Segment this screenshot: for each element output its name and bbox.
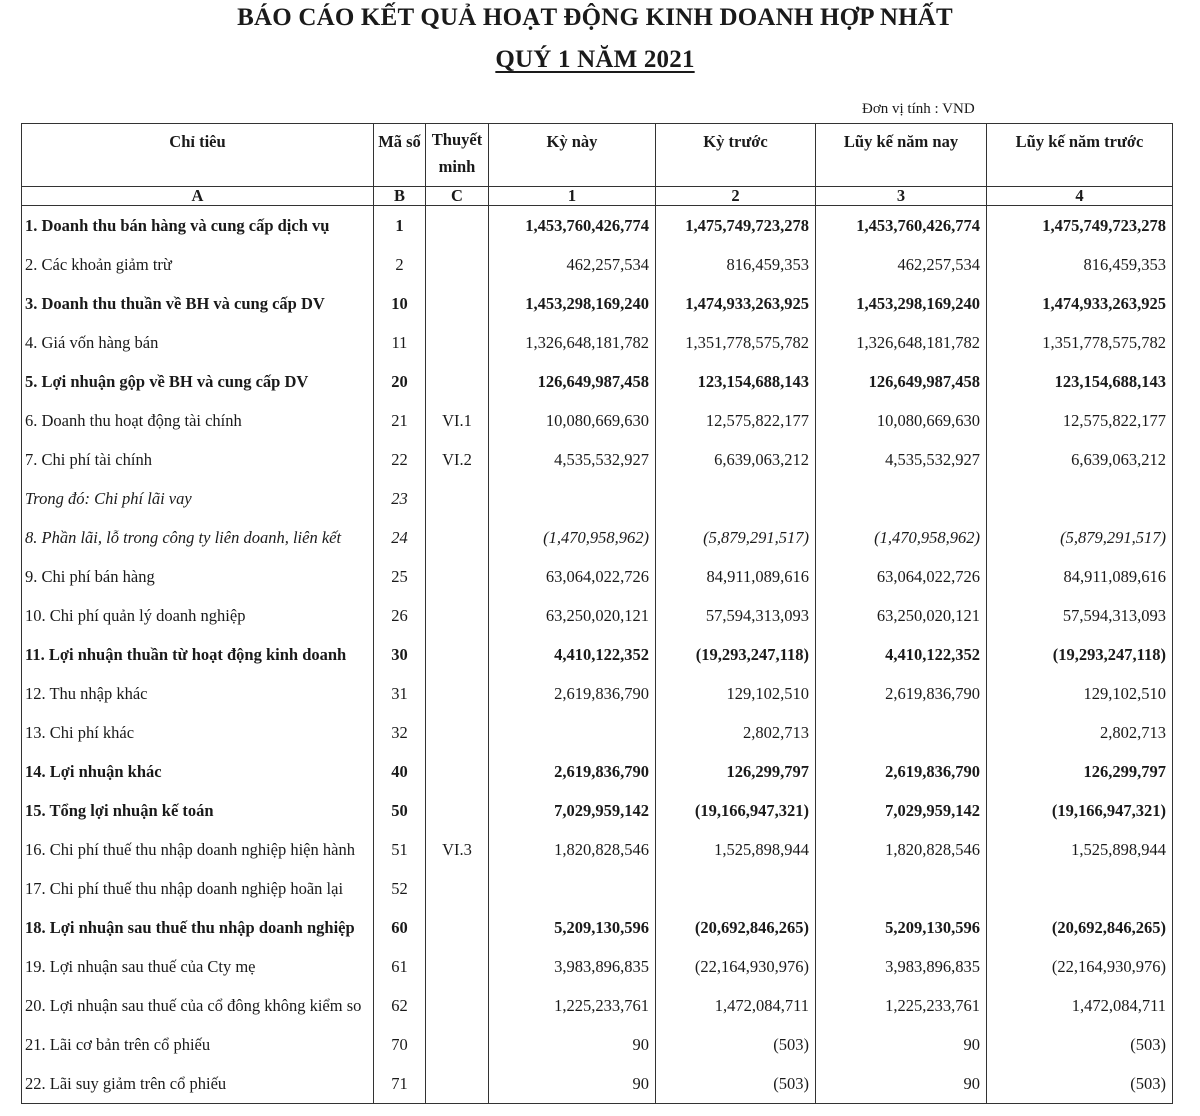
row-current-period	[489, 713, 656, 752]
row-note	[426, 284, 489, 323]
table-row	[22, 401, 1173, 440]
row-current-period: 3,983,896,835	[489, 947, 656, 986]
row-note	[426, 206, 489, 246]
header-letter: 1	[489, 187, 656, 206]
table-header	[22, 124, 1173, 206]
header-letter: C	[426, 187, 489, 206]
row-note	[426, 986, 489, 1025]
row-note	[426, 752, 489, 791]
row-previous-period: 57,594,313,093	[656, 596, 816, 635]
table-row	[22, 869, 1173, 908]
row-code: 32	[374, 713, 426, 752]
table-row	[22, 674, 1173, 713]
header-note-line1: Thuyết	[431, 130, 483, 149]
row-note	[426, 713, 489, 752]
row-previous-period: 12,575,822,177	[656, 401, 816, 440]
row-previous-period: 126,299,797	[656, 752, 816, 791]
table-row	[22, 986, 1173, 1025]
row-note	[426, 362, 489, 401]
row-ytd-current: 2,619,836,790	[816, 752, 987, 791]
row-current-period: 1,225,233,761	[489, 986, 656, 1025]
row-ytd-current: (1,470,958,962)	[816, 518, 987, 557]
row-note	[426, 557, 489, 596]
row-current-period: 1,453,760,426,774	[489, 206, 656, 246]
row-note	[426, 1064, 489, 1104]
row-indicator: 7. Chi phí tài chính	[22, 440, 374, 479]
row-previous-period: (19,166,947,321)	[656, 791, 816, 830]
header-indicator: Chỉ tiêu	[22, 124, 374, 187]
row-ytd-previous: 123,154,688,143	[987, 362, 1173, 401]
table-row	[22, 284, 1173, 323]
row-ytd-current: 462,257,534	[816, 245, 987, 284]
header-current-period: Kỳ này	[489, 124, 656, 187]
row-indicator: 10. Chi phí quản lý doanh nghiệp	[22, 596, 374, 635]
row-indicator: 17. Chi phí thuế thu nhập doanh nghiệp hoãn lại	[22, 869, 374, 908]
row-current-period	[489, 869, 656, 908]
row-indicator: 9. Chi phí bán hàng	[22, 557, 374, 596]
row-indicator: 3. Doanh thu thuần về BH và cung cấp DV	[22, 284, 374, 323]
header-letter: 2	[656, 187, 816, 206]
row-ytd-previous	[987, 479, 1173, 518]
row-ytd-previous: 1,472,084,711	[987, 986, 1173, 1025]
row-indicator: 16. Chi phí thuế thu nhập doanh nghiệp hiện hành	[22, 830, 374, 869]
row-code: 51	[374, 830, 426, 869]
row-previous-period: 816,459,353	[656, 245, 816, 284]
row-indicator: Trong đó: Chi phí lãi vay	[22, 479, 374, 518]
row-ytd-current: 4,535,532,927	[816, 440, 987, 479]
row-current-period: 2,619,836,790	[489, 752, 656, 791]
row-current-period: 10,080,669,630	[489, 401, 656, 440]
row-code: 25	[374, 557, 426, 596]
row-ytd-current: 90	[816, 1025, 987, 1064]
row-current-period: 4,535,532,927	[489, 440, 656, 479]
row-ytd-previous: 129,102,510	[987, 674, 1173, 713]
row-ytd-previous: (19,293,247,118)	[987, 635, 1173, 674]
row-code: 11	[374, 323, 426, 362]
row-previous-period: (5,879,291,517)	[656, 518, 816, 557]
row-code: 1	[374, 206, 426, 246]
row-previous-period: (19,293,247,118)	[656, 635, 816, 674]
row-previous-period: 2,802,713	[656, 713, 816, 752]
row-ytd-current	[816, 713, 987, 752]
table-row	[22, 323, 1173, 362]
row-note	[426, 245, 489, 284]
header-letter: B	[374, 187, 426, 206]
row-note: VI.1	[426, 401, 489, 440]
row-indicator: 14. Lợi nhuận khác	[22, 752, 374, 791]
row-code: 2	[374, 245, 426, 284]
row-previous-period: 6,639,063,212	[656, 440, 816, 479]
row-current-period: (1,470,958,962)	[489, 518, 656, 557]
table-row	[22, 206, 1173, 246]
row-previous-period: 1,474,933,263,925	[656, 284, 816, 323]
table-row	[22, 596, 1173, 635]
row-code: 52	[374, 869, 426, 908]
row-ytd-current: 1,820,828,546	[816, 830, 987, 869]
row-note: VI.2	[426, 440, 489, 479]
row-indicator: 20. Lợi nhuận sau thuế của cổ đông không kiểm so	[22, 986, 374, 1025]
row-ytd-previous: 1,351,778,575,782	[987, 323, 1173, 362]
row-ytd-previous: 2,802,713	[987, 713, 1173, 752]
row-code: 61	[374, 947, 426, 986]
row-ytd-current: 1,453,760,426,774	[816, 206, 987, 246]
row-ytd-previous: (5,879,291,517)	[987, 518, 1173, 557]
header-letter: 3	[816, 187, 987, 206]
income-statement-table	[21, 123, 1173, 1104]
row-ytd-current: 4,410,122,352	[816, 635, 987, 674]
row-current-period: 1,453,298,169,240	[489, 284, 656, 323]
header-letter: 4	[987, 187, 1173, 206]
row-indicator: 2. Các khoản giảm trừ	[22, 245, 374, 284]
row-ytd-previous: (503)	[987, 1064, 1173, 1104]
row-ytd-previous: (22,164,930,976)	[987, 947, 1173, 986]
report-title: BÁO CÁO KẾT QUẢ HOẠT ĐỘNG KINH DOANH HỢP NHẤT	[237, 4, 953, 31]
row-current-period: 462,257,534	[489, 245, 656, 284]
table-row	[22, 1064, 1173, 1104]
row-ytd-current: 63,064,022,726	[816, 557, 987, 596]
table-row	[22, 518, 1173, 557]
table-row	[22, 479, 1173, 518]
row-note	[426, 518, 489, 557]
header-note-line2: minh	[438, 157, 476, 176]
row-previous-period	[656, 869, 816, 908]
row-ytd-previous: (20,692,846,265)	[987, 908, 1173, 947]
table-row	[22, 245, 1173, 284]
row-previous-period: (503)	[656, 1025, 816, 1064]
row-indicator: 8. Phần lãi, lỗ trong công ty liên doanh, liên kết	[22, 518, 374, 557]
row-indicator: 5. Lợi nhuận gộp về BH và cung cấp DV	[22, 362, 374, 401]
row-note	[426, 596, 489, 635]
row-code: 26	[374, 596, 426, 635]
row-note	[426, 908, 489, 947]
row-current-period	[489, 479, 656, 518]
row-note	[426, 479, 489, 518]
row-code: 24	[374, 518, 426, 557]
row-ytd-previous: 1,525,898,944	[987, 830, 1173, 869]
table-row	[22, 752, 1173, 791]
row-ytd-current: 1,225,233,761	[816, 986, 987, 1025]
row-note	[426, 1025, 489, 1064]
row-indicator: 21. Lãi cơ bản trên cổ phiếu	[22, 1025, 374, 1064]
row-code: 31	[374, 674, 426, 713]
row-ytd-current: 1,453,298,169,240	[816, 284, 987, 323]
row-previous-period: 1,475,749,723,278	[656, 206, 816, 246]
row-previous-period: 1,525,898,944	[656, 830, 816, 869]
row-previous-period: 1,472,084,711	[656, 986, 816, 1025]
currency-unit: Đơn vị tính : VND	[862, 101, 975, 117]
table-row	[22, 440, 1173, 479]
row-indicator: 4. Giá vốn hàng bán	[22, 323, 374, 362]
row-ytd-previous: 1,474,933,263,925	[987, 284, 1173, 323]
row-previous-period: 84,911,089,616	[656, 557, 816, 596]
row-note	[426, 635, 489, 674]
row-note	[426, 947, 489, 986]
row-code: 21	[374, 401, 426, 440]
row-ytd-previous: 84,911,089,616	[987, 557, 1173, 596]
row-code: 70	[374, 1025, 426, 1064]
row-previous-period	[656, 479, 816, 518]
row-indicator: 1. Doanh thu bán hàng và cung cấp dịch vụ	[22, 206, 374, 246]
row-current-period: 5,209,130,596	[489, 908, 656, 947]
row-current-period: 1,326,648,181,782	[489, 323, 656, 362]
row-code: 60	[374, 908, 426, 947]
table-row	[22, 362, 1173, 401]
row-current-period: 2,619,836,790	[489, 674, 656, 713]
table-row	[22, 908, 1173, 947]
row-ytd-current: 126,649,987,458	[816, 362, 987, 401]
row-ytd-current	[816, 869, 987, 908]
row-indicator: 18. Lợi nhuận sau thuế thu nhập doanh nghiệp	[22, 908, 374, 947]
row-code: 71	[374, 1064, 426, 1104]
row-ytd-current: 7,029,959,142	[816, 791, 987, 830]
row-current-period: 126,649,987,458	[489, 362, 656, 401]
row-ytd-previous: (19,166,947,321)	[987, 791, 1173, 830]
header-note	[426, 124, 489, 187]
row-note	[426, 323, 489, 362]
row-ytd-current	[816, 479, 987, 518]
table-row	[22, 635, 1173, 674]
row-code: 30	[374, 635, 426, 674]
row-ytd-current: 63,250,020,121	[816, 596, 987, 635]
row-code: 23	[374, 479, 426, 518]
row-current-period: 63,250,020,121	[489, 596, 656, 635]
row-code: 22	[374, 440, 426, 479]
row-current-period: 63,064,022,726	[489, 557, 656, 596]
row-previous-period: 1,351,778,575,782	[656, 323, 816, 362]
row-ytd-previous: 816,459,353	[987, 245, 1173, 284]
header-row	[22, 124, 1173, 187]
row-code: 62	[374, 986, 426, 1025]
row-note	[426, 674, 489, 713]
header-ytd-previous: Lũy kế năm trước	[987, 124, 1173, 187]
report-subtitle: QUÝ 1 NĂM 2021	[495, 46, 695, 73]
row-indicator: 22. Lãi suy giảm trên cổ phiếu	[22, 1064, 374, 1104]
header-ytd-current: Lũy kế năm nay	[816, 124, 987, 187]
header-letter: A	[22, 187, 374, 206]
row-previous-period: 123,154,688,143	[656, 362, 816, 401]
row-current-period: 1,820,828,546	[489, 830, 656, 869]
row-indicator: 15. Tổng lợi nhuận kế toán	[22, 791, 374, 830]
row-code: 10	[374, 284, 426, 323]
row-ytd-previous	[987, 869, 1173, 908]
row-previous-period: (503)	[656, 1064, 816, 1104]
row-ytd-current: 10,080,669,630	[816, 401, 987, 440]
row-current-period: 4,410,122,352	[489, 635, 656, 674]
row-current-period: 90	[489, 1025, 656, 1064]
row-previous-period: (22,164,930,976)	[656, 947, 816, 986]
table-row	[22, 713, 1173, 752]
table-row	[22, 947, 1173, 986]
table-row	[22, 1025, 1173, 1064]
row-ytd-current: 2,619,836,790	[816, 674, 987, 713]
row-ytd-previous: 1,475,749,723,278	[987, 206, 1173, 246]
header-previous-period: Kỳ trước	[656, 124, 816, 187]
row-current-period: 90	[489, 1064, 656, 1104]
row-previous-period: 129,102,510	[656, 674, 816, 713]
row-indicator: 13. Chi phí khác	[22, 713, 374, 752]
row-current-period: 7,029,959,142	[489, 791, 656, 830]
row-indicator: 12. Thu nhập khác	[22, 674, 374, 713]
row-note	[426, 791, 489, 830]
table-row	[22, 830, 1173, 869]
row-indicator: 6. Doanh thu hoạt động tài chính	[22, 401, 374, 440]
table-body	[22, 206, 1173, 1104]
row-previous-period: (20,692,846,265)	[656, 908, 816, 947]
table-row	[22, 791, 1173, 830]
row-ytd-current: 3,983,896,835	[816, 947, 987, 986]
row-ytd-previous: 126,299,797	[987, 752, 1173, 791]
row-ytd-previous: 12,575,822,177	[987, 401, 1173, 440]
row-ytd-previous: (503)	[987, 1025, 1173, 1064]
row-ytd-previous: 57,594,313,093	[987, 596, 1173, 635]
table-row	[22, 557, 1173, 596]
row-code: 50	[374, 791, 426, 830]
row-note: VI.3	[426, 830, 489, 869]
row-code: 20	[374, 362, 426, 401]
row-ytd-current: 5,209,130,596	[816, 908, 987, 947]
row-ytd-previous: 6,639,063,212	[987, 440, 1173, 479]
row-ytd-current: 90	[816, 1064, 987, 1104]
header-code: Mã số	[374, 124, 426, 187]
row-ytd-current: 1,326,648,181,782	[816, 323, 987, 362]
row-indicator: 11. Lợi nhuận thuần từ hoạt động kinh doanh	[22, 635, 374, 674]
row-indicator: 19. Lợi nhuận sau thuế của Cty mẹ	[22, 947, 374, 986]
header-letter-row	[22, 187, 1173, 206]
row-note	[426, 869, 489, 908]
row-code: 40	[374, 752, 426, 791]
